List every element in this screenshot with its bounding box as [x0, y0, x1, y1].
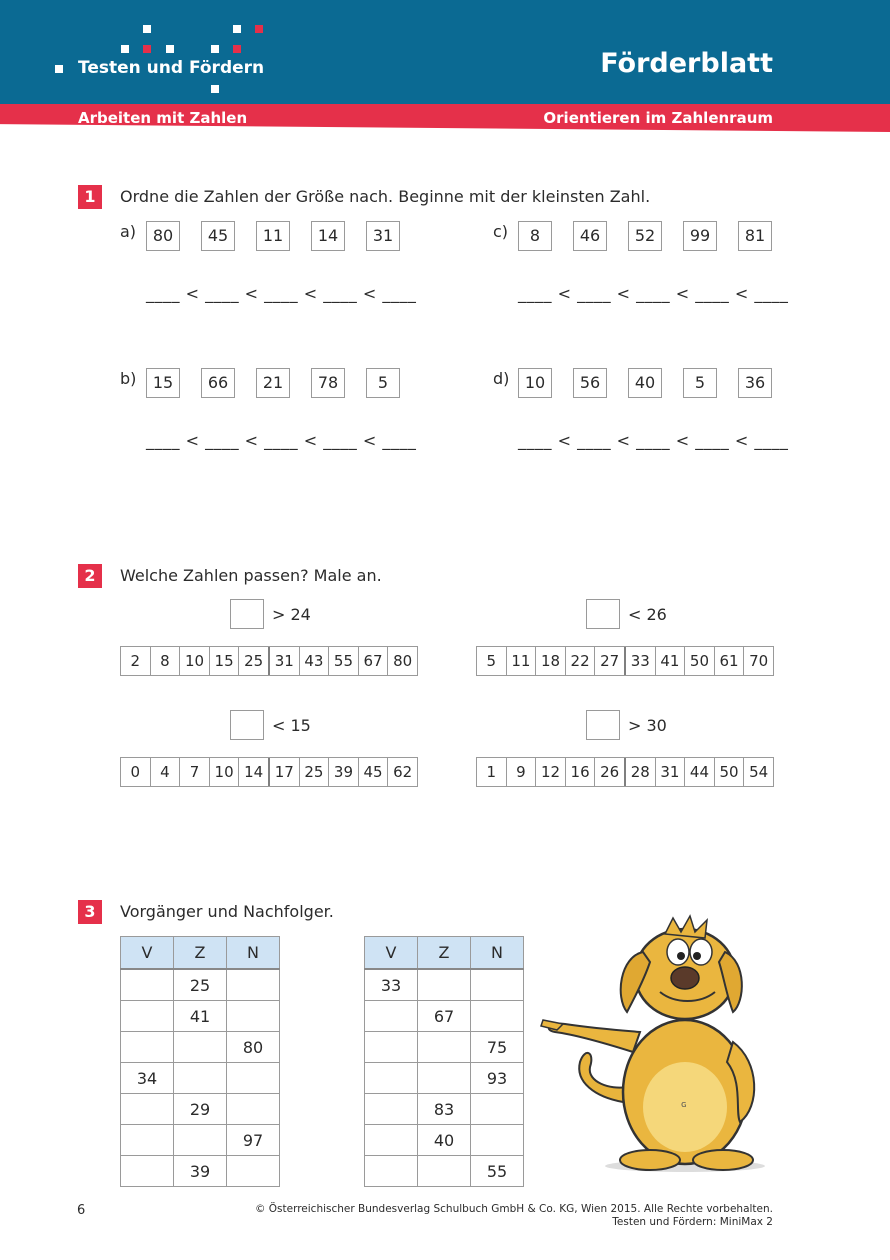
strip-cell[interactable]: 15 — [210, 647, 240, 675]
strip-cell[interactable]: 54 — [749, 763, 769, 781]
vzn-table-2 — [364, 936, 524, 1187]
table-row — [365, 969, 524, 1001]
table-row — [121, 1032, 280, 1063]
number-box: 52 — [628, 221, 662, 251]
task-number-1: 1 — [78, 185, 102, 209]
number-strip — [476, 757, 774, 787]
page-number: 6 — [77, 1203, 86, 1218]
table-row — [365, 1063, 524, 1094]
strip-cell[interactable]: 61 — [715, 647, 745, 675]
strip-cell[interactable]: 27 — [595, 647, 626, 675]
task-instruction-1: Ordne die Zahlen der Größe nach. Beginne mit der kleinsten Zahl. — [120, 187, 651, 206]
column-header: Z — [174, 937, 227, 970]
condition-label: > 30 — [628, 716, 667, 735]
strip-cell[interactable]: 14 — [239, 758, 270, 786]
table-cell[interactable] — [227, 1094, 280, 1125]
task-number-2: 2 — [78, 564, 102, 588]
table-row — [365, 1125, 524, 1156]
table-cell[interactable] — [471, 1001, 524, 1032]
table-cell[interactable] — [121, 1156, 174, 1187]
strip-cell[interactable]: 45 — [359, 758, 389, 786]
strip-cell[interactable]: 70 — [749, 652, 769, 670]
condition-label: < 15 — [272, 716, 311, 735]
table-cell[interactable]: 25 — [174, 969, 227, 1001]
task-number-3: 3 — [78, 900, 102, 924]
strip-cell[interactable]: 39 — [329, 758, 359, 786]
answer-line[interactable]: ____ < ____ < ____ < ____ < ____ — [518, 431, 789, 450]
column-header: V — [121, 937, 174, 970]
table-row — [121, 1001, 280, 1032]
strip-cell[interactable]: 12 — [536, 758, 566, 786]
strip-cell[interactable]: 43 — [300, 647, 330, 675]
strip-cell[interactable]: 16 — [566, 758, 596, 786]
answer-box[interactable] — [586, 710, 620, 740]
number-box: 80 — [146, 221, 180, 251]
table-cell[interactable] — [418, 1032, 471, 1063]
strip-cell[interactable]: 8 — [151, 647, 181, 675]
table-cell[interactable] — [227, 1001, 280, 1032]
table-cell[interactable] — [418, 969, 471, 1001]
number-box: 36 — [738, 368, 772, 398]
table-row — [365, 1032, 524, 1063]
table-cell[interactable]: 67 — [418, 1001, 471, 1032]
number-box: 31 — [366, 221, 400, 251]
table-cell[interactable]: 93 — [471, 1063, 524, 1094]
strip-cell[interactable]: 10 — [210, 758, 240, 786]
table-cell[interactable] — [121, 969, 174, 1001]
strip-cell[interactable]: 25 — [300, 758, 330, 786]
table-cell[interactable]: 97 — [227, 1125, 280, 1156]
strip-cell[interactable]: 62 — [393, 763, 413, 781]
strip-cell[interactable]: 50 — [685, 647, 715, 675]
table-cell[interactable] — [418, 1063, 471, 1094]
table-row — [121, 1125, 280, 1156]
table-cell[interactable] — [121, 1001, 174, 1032]
strip-cell[interactable]: 33 — [626, 647, 656, 675]
table-cell[interactable]: 40 — [418, 1125, 471, 1156]
table-cell[interactable] — [471, 1125, 524, 1156]
copyright-line: © Österreichischer Bundesverlag Schulbuch GmbH & Co. KG, Wien 2015. Alle Rechte vorbehalten. — [254, 1203, 773, 1215]
page-title: Förderblatt — [600, 48, 773, 79]
table-cell[interactable]: 29 — [174, 1094, 227, 1125]
strip-cell[interactable]: 17 — [270, 758, 300, 786]
table-row — [121, 969, 280, 1001]
number-box: 11 — [256, 221, 290, 251]
table-cell[interactable]: 39 — [174, 1156, 227, 1187]
strip-cell[interactable]: 22 — [566, 647, 596, 675]
number-box: 14 — [311, 221, 345, 251]
strip-cell[interactable]: 26 — [595, 758, 626, 786]
strip-cell[interactable]: 0 — [121, 758, 151, 786]
column-header: Z — [418, 937, 471, 970]
column-header: V — [365, 937, 418, 970]
table-cell[interactable] — [471, 1094, 524, 1125]
table-cell[interactable] — [471, 969, 524, 1001]
table-cell[interactable] — [174, 1032, 227, 1063]
task-instruction-3: Vorgänger und Nachfolger. — [120, 902, 334, 921]
table-cell[interactable] — [227, 969, 280, 1001]
number-strip — [120, 646, 418, 676]
condition-label: > 24 — [272, 605, 311, 624]
number-box: 15 — [146, 368, 180, 398]
number-box: 56 — [573, 368, 607, 398]
svg-text:ɢ: ɢ — [681, 1100, 687, 1110]
strip-cell[interactable]: 11 — [507, 647, 537, 675]
table-cell[interactable] — [227, 1063, 280, 1094]
table-cell[interactable]: 34 — [121, 1063, 174, 1094]
group-letter: c) — [493, 222, 509, 241]
answer-line[interactable]: ____ < ____ < ____ < ____ < ____ — [146, 284, 417, 303]
strip-cell[interactable]: 41 — [656, 647, 686, 675]
strip-cell[interactable]: 31 — [656, 758, 686, 786]
table-cell[interactable] — [227, 1156, 280, 1187]
strip-cell[interactable]: 5 — [477, 647, 507, 675]
column-header: N — [227, 937, 280, 970]
group-letter: a) — [120, 222, 137, 241]
strip-cell[interactable]: 67 — [359, 647, 389, 675]
number-box: 8 — [518, 221, 552, 251]
group-letter: b) — [120, 369, 137, 388]
number-box: 21 — [256, 368, 290, 398]
task-instruction-2: Welche Zahlen passen? Male an. — [120, 566, 382, 585]
number-box: 40 — [628, 368, 662, 398]
strip-cell[interactable]: 7 — [180, 758, 210, 786]
table-cell[interactable] — [365, 1063, 418, 1094]
table-cell[interactable] — [121, 1032, 174, 1063]
number-box: 45 — [201, 221, 235, 251]
strip-cell[interactable]: 44 — [685, 758, 715, 786]
strip-cell[interactable]: 80 — [393, 652, 413, 670]
vzn-table-1 — [120, 936, 280, 1187]
number-strip — [476, 646, 774, 676]
strip-cell[interactable]: 25 — [239, 647, 270, 675]
table-cell[interactable] — [121, 1094, 174, 1125]
number-box: 81 — [738, 221, 772, 251]
table-cell[interactable] — [365, 1032, 418, 1063]
column-header: N — [471, 937, 524, 970]
dog-mascot-illustration — [535, 912, 765, 1180]
copyright-notice — [255, 1203, 773, 1229]
number-box: 66 — [201, 368, 235, 398]
table-row — [365, 1001, 524, 1032]
table-row — [121, 1094, 280, 1125]
table-row — [121, 1063, 280, 1094]
number-box: 78 — [311, 368, 345, 398]
condition-label: < 26 — [628, 605, 667, 624]
strip-cell[interactable]: 10 — [180, 647, 210, 675]
table-row — [365, 1094, 524, 1125]
table-cell[interactable] — [365, 1156, 418, 1187]
series-line: Testen und Fördern: MiniMax 2 — [612, 1216, 773, 1228]
table-cell[interactable] — [365, 1094, 418, 1125]
table-cell[interactable] — [174, 1125, 227, 1156]
answer-line[interactable]: ____ < ____ < ____ < ____ < ____ — [518, 284, 789, 303]
number-box: 5 — [683, 368, 717, 398]
number-box: 46 — [573, 221, 607, 251]
brand-name: Testen und Fördern — [78, 58, 265, 78]
table-cell[interactable] — [174, 1063, 227, 1094]
strip-cell[interactable]: 18 — [536, 647, 566, 675]
table-row — [365, 1156, 524, 1187]
number-strip — [120, 757, 418, 787]
answer-box[interactable] — [230, 710, 264, 740]
strip-cell[interactable]: 4 — [151, 758, 181, 786]
number-box: 5 — [366, 368, 400, 398]
table-cell[interactable] — [121, 1125, 174, 1156]
table-cell[interactable] — [365, 1001, 418, 1032]
table-cell[interactable]: 80 — [227, 1032, 280, 1063]
answer-line[interactable]: ____ < ____ < ____ < ____ < ____ — [146, 431, 417, 450]
topic-title: Orientieren im Zahlenraum — [543, 109, 773, 127]
section-title: Arbeiten mit Zahlen — [78, 109, 248, 127]
strip-cell[interactable]: 2 — [121, 647, 151, 675]
group-letter: d) — [493, 369, 510, 388]
answer-box[interactable] — [230, 599, 264, 629]
strip-cell[interactable]: 28 — [626, 758, 656, 786]
table-cell[interactable] — [418, 1156, 471, 1187]
table-row — [121, 1156, 280, 1187]
table-cell[interactable]: 75 — [471, 1032, 524, 1063]
strip-cell[interactable]: 55 — [329, 647, 359, 675]
table-cell[interactable]: 83 — [418, 1094, 471, 1125]
number-box: 10 — [518, 368, 552, 398]
table-cell[interactable]: 33 — [365, 969, 418, 1001]
strip-cell[interactable]: 9 — [507, 758, 537, 786]
table-cell[interactable]: 41 — [174, 1001, 227, 1032]
answer-box[interactable] — [586, 599, 620, 629]
table-cell[interactable] — [365, 1125, 418, 1156]
strip-cell[interactable]: 1 — [477, 758, 507, 786]
strip-cell[interactable]: 31 — [270, 647, 300, 675]
number-box: 99 — [683, 221, 717, 251]
strip-cell[interactable]: 50 — [715, 758, 745, 786]
table-cell[interactable]: 55 — [471, 1156, 524, 1187]
